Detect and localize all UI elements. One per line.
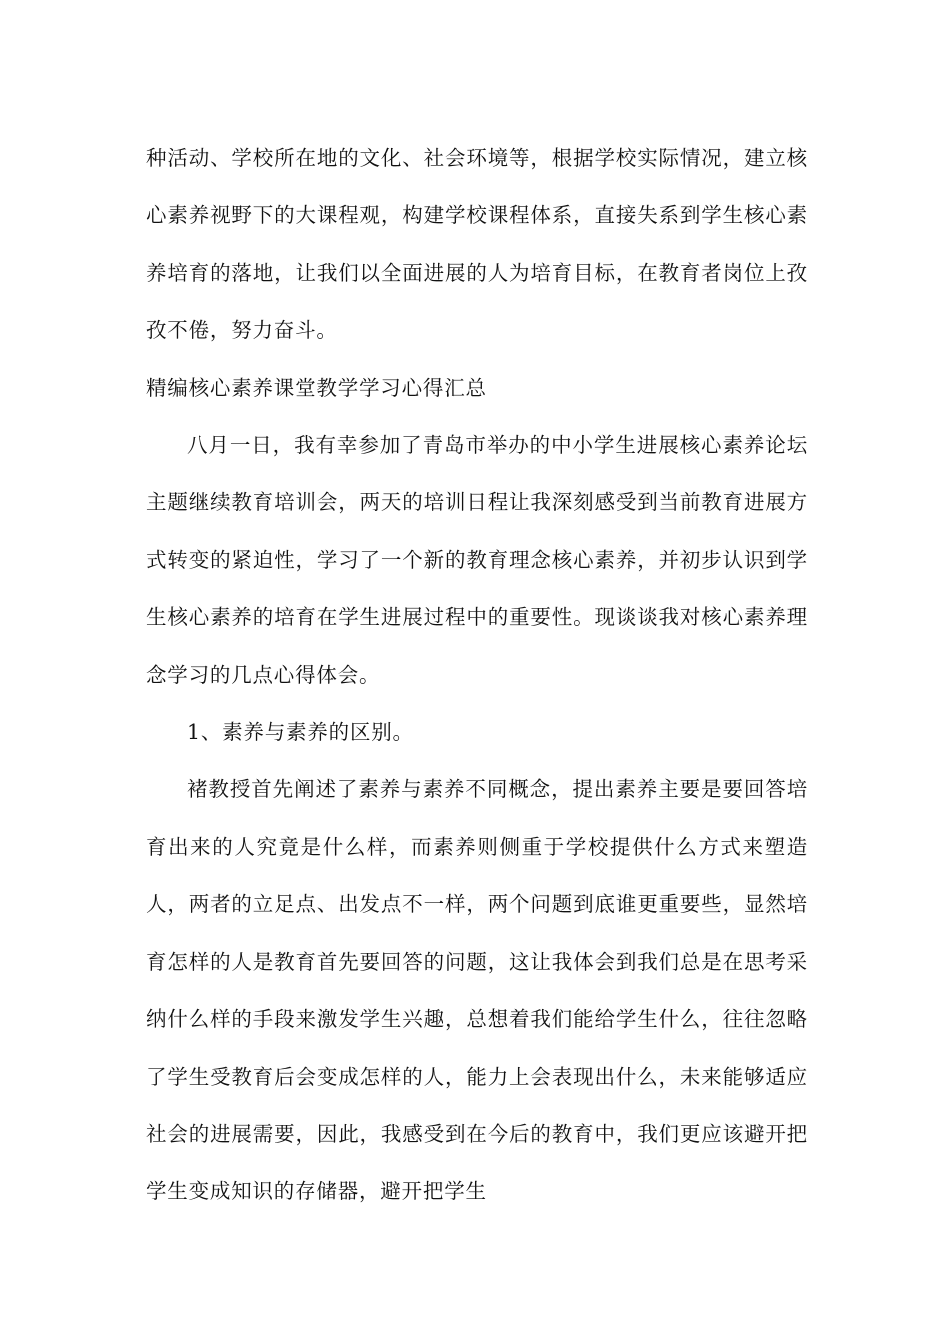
section-title: 精编核心素养课堂教学学习心得汇总 — [146, 375, 487, 400]
paragraph-point-heading: 1、素养与素养的区别。 — [187, 720, 414, 745]
continued-paragraph: 种活动、学校所在地的文化、社会环境等，根据学校实际情况，建立核心素养视野下的大课程观，构建学校课程体系，直接失系到学生核心素养培育的落地，让我们以全面进展的人为培育目标，在教育者岗位上孜孜不倦，努力奋斗。 — [146, 146, 808, 343]
paragraph-point-body: 褚教授首先阐述了素养与素养不同概念，提出素养主要是要回答培育出来的人究竟是什么样，而素养则侧重于学校提供什么方式来塑造人，两者的立足点、出发点不一样，两个问题到底谁更重要些，显然培育怎样的人是教育首先要回答的问题，这让我体会到我们总是在思考采纳什么样的手段来激发学生兴趣，总想着我们能给学生什么，往往忽略了学生受教育后会变成怎样的人，能力上会表现出什么，未来能够适应社会的进展需要，因此，我感受到在今后的教育中，我们更应该避开把学生变成知识的存储器，避开把学生 — [146, 777, 808, 1204]
document-body — [146, 130, 808, 1221]
paragraph-intro: 八月一日，我有幸参加了青岛市举办的中小学生进展核心素养论坛主题继续教育培训会，两天的培训日程让我深刻感受到当前教育进展方式转变的紧迫性，学习了一个新的教育理念核心素养，并初步认识到学生核心素养的培育在学生进展过程中的重要性。现谈谈我对核心素养理念学习的几点心得体会。 — [146, 433, 808, 687]
